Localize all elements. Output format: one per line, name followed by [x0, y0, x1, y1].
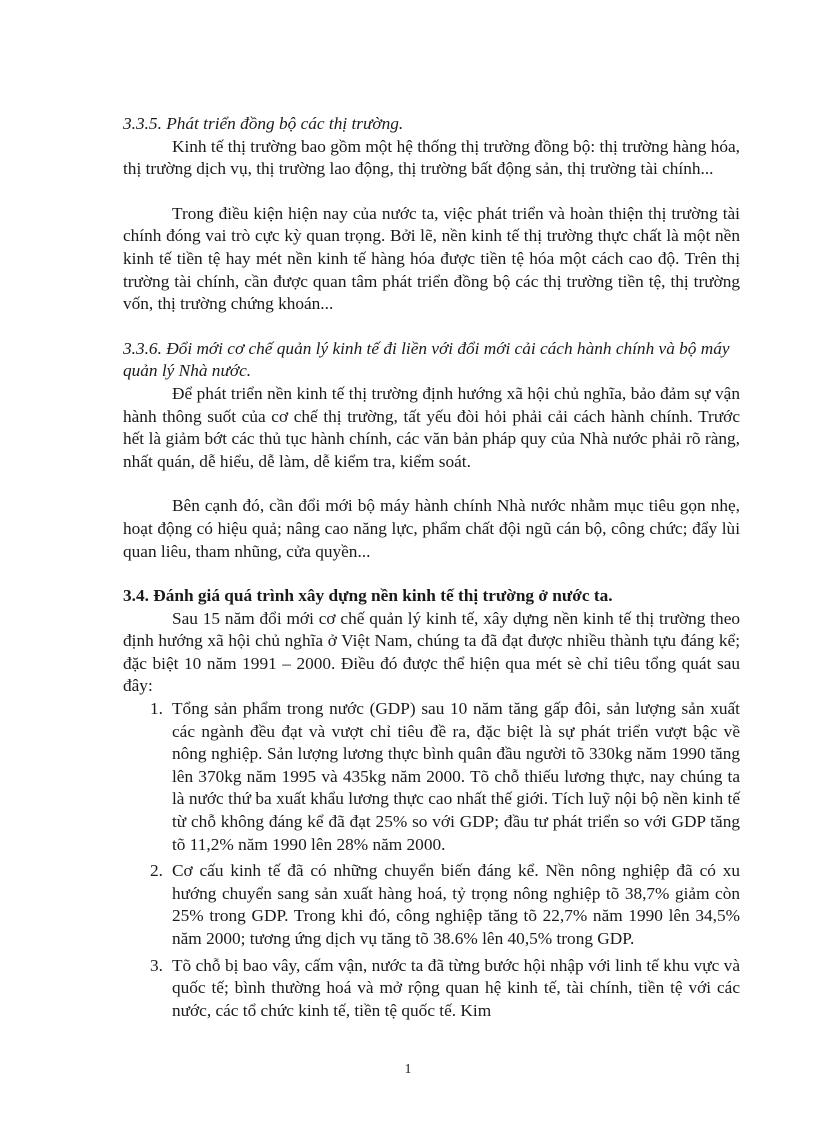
- paragraph: Trong điều kiện hiện nay của nước ta, việc phát triển và hoàn thiện thị trường tài chính đóng vai trò cực kỳ quan trọng. Bởi lẽ, nền kinh tế thị trường thực chất là một nền kinh tế tiền tệ hay mét nền kinh tế hàng hóa được tiền tệ hóa một cách cao độ. Trên thị trường tài chính, cần được quan tâm phát triển đồng bộ các thị trường tiền tệ, thị trường vốn, thị trường chứng khoán...: [123, 203, 740, 314]
- list-item: [123, 955, 740, 1023]
- paragraph: Để phát triển nền kinh tế thị trường định hướng xã hội chủ nghĩa, bảo đảm sự vận hành thông suốt của cơ chế thị trường, tất yếu đòi hỏi phải cải cách hành chính. Trước hết là giảm bớt các thủ tục hành chính, các văn bản pháp quy của Nhà nước phải rõ ràng, nhất quán, dễ hiểu, dễ làm, dễ kiểm tra, kiểm soát.: [123, 383, 740, 471]
- list-item-number: 2.: [150, 861, 163, 881]
- numbered-list: [123, 698, 740, 1022]
- page-number: 1: [404, 1062, 412, 1077]
- paragraph: Kinh tế thị trường bao gồm một hệ thống thị trường đồng bộ: thị trường hàng hóa, thị trường dịch vụ, thị trường lao động, thị trường bất động sản, thị trường tài chính...: [123, 136, 740, 179]
- list-item-number: 1.: [150, 699, 163, 719]
- list-item: [123, 860, 740, 950]
- list-item-text: Cơ cấu kinh tế đã có những chuyển biến đáng kể. Nền nông nghiệp đã có xu hướng chuyển sang sản xuất hàng hoá, tỷ trọng nông nghiệp tõ 38,7% giảm còn 25% trong GDP. Trong khi đó, công nghiệp tăng tõ 22,7% năm 1990 lên 34,5% năm 2000; tương ứng dịch vụ tăng tõ 38.6% lên 40,5% trong GDP.: [172, 861, 740, 948]
- document-page: [123, 113, 740, 1026]
- list-item-text: Tõ chỗ bị bao vây, cấm vận, nước ta đã từng bước hội nhập với linh tế khu vực và quốc tế; bình thường hoá và mở rộng quan hệ kinh tế, tài chính, tiền tệ với các nước, các tổ chức kinh tế, tiền tệ quốc tế. Kim: [172, 955, 740, 1020]
- paragraph: Sau 15 năm đổi mới cơ chế quản lý kinh tế, xây dựng nền kinh tế thị trường theo định hướng xã hội chủ nghĩa ở Việt Nam, chúng ta đã đạt được nhiều thành tựu đáng kể; đặc biệt 10 năm 1991 – 2000. Điều đó được thể hiện qua mét sè chỉ tiêu tổng quát sau đây:: [123, 608, 740, 696]
- section-heading-3-3-5: 3.3.5. Phát triển đồng bộ các thị trường.: [123, 114, 404, 133]
- list-item: [123, 698, 740, 856]
- section-heading-3-4: 3.4. Đánh giá quá trình xây dựng nền kinh tế thị trường ở nước ta.: [123, 586, 613, 606]
- section-heading-3-3-6: 3.3.6. Đổi mới cơ chế quản lý kinh tế đi liền với đổi mới cải cách hành chính và bộ máy quản lý Nhà nước.: [123, 338, 730, 381]
- list-item-text: Tổng sản phẩm trong nước (GDP) sau 10 năm tăng gấp đôi, sản lượng sản xuất các ngành đều đạt và vượt chỉ tiêu đề ra, đặc biệt là sự phát triển vượt bậc về nông nghiệp. Sản lượng lương thực bình quân đầu người tõ 330kg năm 1990 tăng lên 370kg năm 1995 và 435kg năm 2000. Tõ chỗ thiếu lương thực, nay chúng ta là nước thứ ba xuất khẩu lương thực cao nhất thế giới. Tích luỹ nội bộ nền kinh tế từ chỗ không đáng kể đã đạt 25% so với GDP; đầu tư phát triển so với GDP tăng tõ 11,2% năm 1990 lên 28% năm 2000.: [172, 699, 740, 854]
- list-item-number: 3.: [150, 955, 163, 975]
- paragraph: Bên cạnh đó, cần đổi mới bộ máy hành chính Nhà nước nhằm mục tiêu gọn nhẹ, hoạt động có hiệu quả; nâng cao năng lực, phẩm chất đội ngũ cán bộ, công chức; đẩy lùi quan liêu, tham nhũng, cửa quyền...: [123, 496, 740, 561]
